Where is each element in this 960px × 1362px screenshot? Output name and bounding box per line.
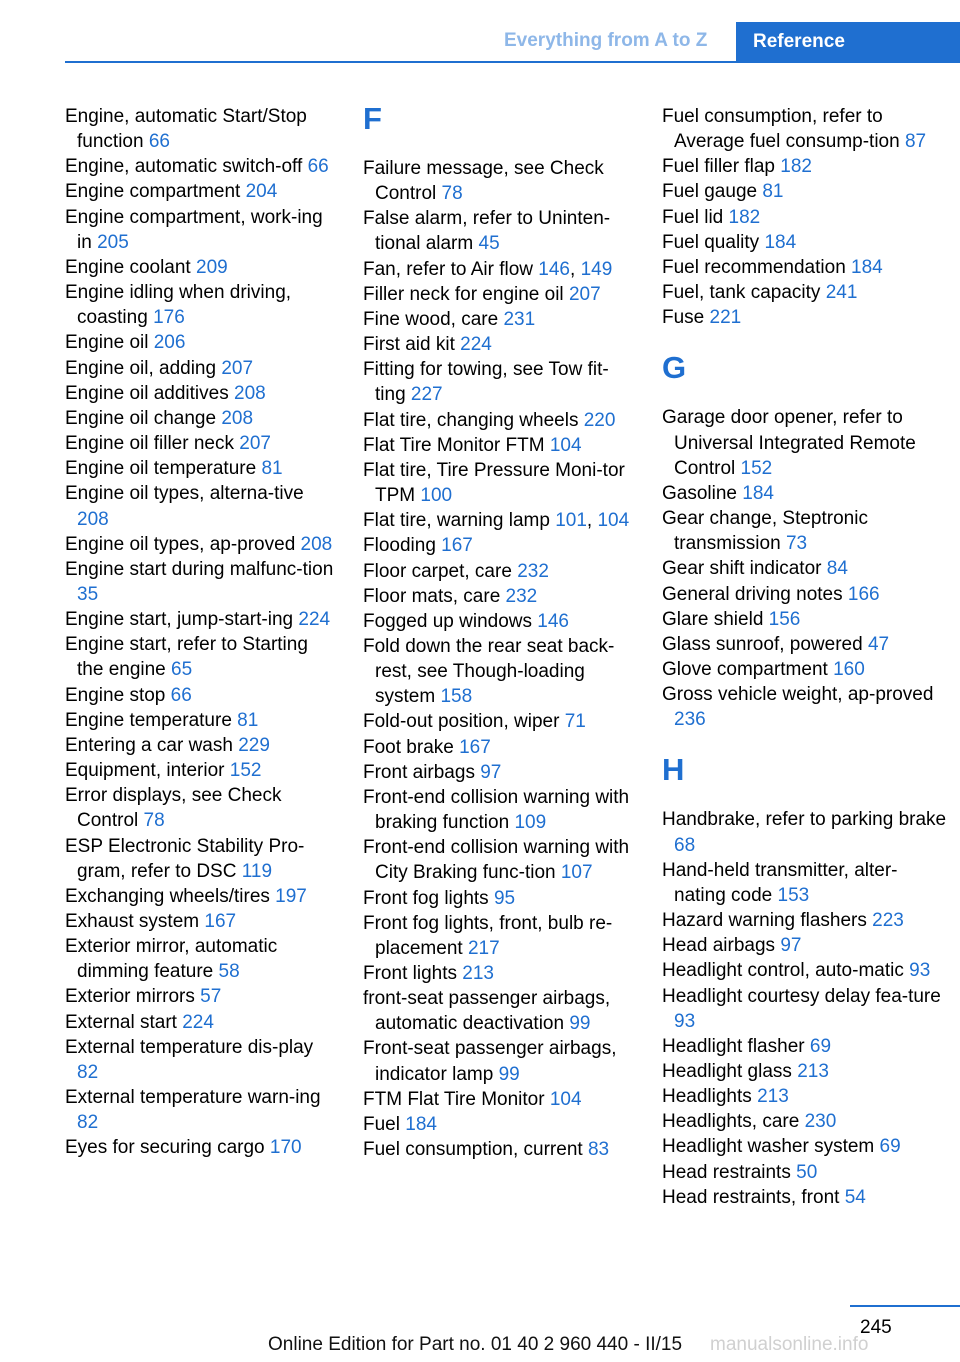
index-entry-text: Headlight glass — [662, 1061, 792, 1082]
index-entry-text: Exterior mirror, automatic dimming feature — [65, 936, 278, 983]
index-entry-text: Flat tire, warning lamp — [363, 510, 550, 532]
page-separator: , — [586, 510, 593, 532]
index-entry-text: Engine oil change — [65, 407, 217, 429]
index-entry — [662, 556, 947, 581]
page-separator: , — [570, 258, 576, 280]
page-reference-link[interactable]: 166 — [847, 583, 880, 605]
index-entry — [662, 154, 947, 179]
index-entry-text: Gasoline — [662, 482, 737, 504]
index-entry — [662, 179, 947, 204]
page-reference-link[interactable]: 167 — [459, 736, 491, 758]
page-reference-link[interactable]: 78 — [441, 183, 463, 205]
page-reference-link[interactable]: 152 — [740, 457, 773, 479]
index-entry — [363, 156, 635, 206]
index-entry-text: Front fog lights — [363, 887, 489, 909]
index-entry — [662, 280, 947, 305]
page-reference-link[interactable]: 149 — [580, 258, 613, 280]
page-reference-link[interactable]: 109 — [514, 812, 547, 834]
index-entry — [65, 179, 337, 204]
index-entry — [662, 1134, 947, 1159]
index-entry — [65, 381, 337, 406]
index-entry-text: Engine oil types, ap-proved — [65, 533, 296, 555]
index-entry — [662, 1160, 947, 1185]
page-reference-link[interactable]: 227 — [410, 384, 443, 406]
index-entry-text: Flooding — [363, 535, 436, 557]
index-entry-text: Foot brake — [363, 736, 454, 758]
index-entry-text: Front-end collision warning with City Braking func-tion — [363, 837, 630, 884]
index-entry — [65, 1010, 337, 1035]
page-reference-link[interactable]: 213 — [757, 1086, 789, 1108]
index-entry — [363, 835, 635, 885]
index-entry-text: Fuel consumption, current — [363, 1139, 583, 1161]
index-entry-text: Fuel, tank capacity — [662, 282, 821, 304]
index-entry — [363, 508, 635, 533]
index-entry — [363, 458, 635, 508]
page-reference-link[interactable]: 223 — [872, 910, 904, 932]
page-reference-link[interactable]: 81 — [237, 709, 259, 731]
index-entry — [662, 1034, 947, 1059]
index-entry-text: Engine start, refer to Starting the engine — [65, 634, 308, 681]
page-reference-link[interactable]: 35 — [77, 583, 99, 605]
page-reference-link[interactable]: 209 — [196, 256, 228, 278]
index-entry — [662, 1109, 947, 1134]
page-reference-link[interactable]: 224 — [182, 1011, 214, 1033]
index-letter-heading: H — [662, 752, 685, 788]
index-entry — [662, 933, 947, 958]
index-entry-text: Fan, refer to Air flow — [363, 258, 534, 280]
index-entry-text: Headlights, care — [662, 1111, 800, 1133]
page-reference-link[interactable]: 65 — [171, 659, 193, 681]
index-entry-text: Engine oil additives — [65, 382, 229, 404]
page-reference-link[interactable]: 231 — [503, 308, 536, 330]
index-entry — [363, 709, 635, 734]
index-entry — [363, 609, 635, 634]
index-entry-text: Engine idling when driving, coasting — [65, 282, 292, 329]
index-entry-text: First aid kit — [363, 334, 455, 356]
header-divider — [65, 61, 960, 63]
index-entry — [363, 1087, 635, 1112]
index-entry-text: Headlight courtesy delay fea-ture — [662, 985, 941, 1007]
index-entry-text: Fuel recommendation — [662, 256, 846, 278]
page-reference-link[interactable]: 153 — [777, 884, 810, 906]
page-reference-link[interactable]: 184 — [764, 231, 797, 253]
index-entry — [662, 858, 947, 908]
index-entry — [65, 255, 337, 280]
index-entry-text: Gross vehicle weight, ap-proved — [662, 684, 934, 706]
index-entry — [363, 735, 635, 760]
page-reference-link[interactable]: 58 — [218, 961, 240, 983]
index-entry-text: Floor mats, care — [363, 585, 501, 607]
page-reference-link[interactable]: 170 — [269, 1137, 302, 1159]
index-entry — [65, 607, 337, 632]
index-entry-text: Head airbags — [662, 935, 776, 957]
index-entry — [363, 206, 635, 256]
index-entry-text: Gear change, Steptronic transmission — [662, 508, 868, 555]
index-entry — [363, 634, 635, 709]
index-entry-text: Front airbags — [363, 761, 475, 783]
index-entry-text: Fuel lid — [662, 206, 724, 228]
index-entry-text: Hazard warning flashers — [662, 910, 867, 932]
footer-divider — [850, 1305, 960, 1307]
index-entry — [662, 582, 947, 607]
index-entry — [363, 1137, 635, 1162]
header-section-title: Everything from A to Z — [504, 30, 708, 51]
index-entry-text: Front fog lights, front, bulb re-placement — [363, 912, 613, 959]
index-entry-text: Floor carpet, care — [363, 560, 512, 582]
index-entry — [662, 104, 947, 154]
page-reference-link[interactable]: 119 — [241, 860, 273, 882]
index-entry — [662, 305, 947, 330]
index-entry-text: Equipment, interior — [65, 760, 225, 782]
index-entry-text: Fogged up windows — [363, 610, 532, 632]
page-reference-link[interactable]: 208 — [221, 407, 254, 429]
index-entry-text: Fuel gauge — [662, 181, 758, 203]
index-entry — [363, 886, 635, 911]
index-entry-text: Gear shift indicator — [662, 558, 822, 580]
page-reference-link[interactable]: 207 — [239, 433, 271, 455]
index-entry-text: Engine oil temperature — [65, 458, 257, 480]
page-reference-link[interactable]: 101 — [555, 510, 587, 532]
page-reference-link[interactable]: 176 — [153, 307, 185, 329]
index-entry-text: Headlight flasher — [662, 1035, 805, 1057]
index-entry-text: General driving notes — [662, 583, 843, 605]
page-reference-link[interactable]: 54 — [844, 1186, 866, 1208]
page-reference-link[interactable]: 236 — [674, 709, 706, 731]
index-entry-text: Engine oil types, alterna-tive — [65, 483, 304, 505]
index-entry-text: Fuel consumption, refer to Average fuel consump-tion — [662, 106, 900, 153]
index-entry-text: Hand-held transmitter, alter-nating code — [662, 859, 898, 906]
index-entry-text: Engine compartment, work-ing in — [65, 206, 323, 253]
page-reference-link[interactable]: 197 — [275, 885, 307, 907]
page-reference-link[interactable]: 207 — [568, 283, 601, 305]
header-tab-reference: Reference — [736, 22, 960, 63]
page-reference-link[interactable]: 97 — [480, 761, 502, 783]
page-reference-link[interactable]: 93 — [674, 1010, 696, 1032]
index-entry — [363, 986, 635, 1036]
index-entry — [65, 884, 337, 909]
page-reference-link[interactable]: 224 — [298, 609, 331, 631]
index-entry — [65, 1085, 337, 1135]
page-reference-link[interactable]: 95 — [493, 887, 516, 909]
page-reference-link[interactable]: 221 — [709, 307, 742, 329]
page-reference-link[interactable]: 57 — [200, 986, 222, 1008]
index-entry-text: Fuel quality — [662, 231, 760, 253]
page-reference-link[interactable]: 167 — [204, 911, 237, 932]
page-reference-link[interactable]: 232 — [505, 585, 538, 607]
index-entry-text: Engine compartment — [65, 181, 241, 203]
index-entry-text: Front-seat passenger airbags, indicator lamp — [363, 1038, 617, 1085]
index-entry — [363, 785, 635, 835]
index-entry-text: Eyes for securing cargo — [65, 1137, 265, 1159]
index-entry-text: Engine start, jump-start-ing — [65, 609, 294, 631]
index-entry — [65, 783, 337, 833]
index-entry-text: Front-end collision warning with braking function — [363, 786, 630, 834]
page-reference-link[interactable]: 146 — [538, 258, 570, 280]
page-reference-link[interactable]: 100 — [420, 485, 453, 507]
index-entry-text: Glove compartment — [662, 658, 828, 680]
index-entry — [662, 1059, 947, 1084]
index-entry — [363, 1112, 635, 1137]
page-reference-link[interactable]: 206 — [153, 332, 186, 354]
index-entry-text: Headlight control, auto-matic — [662, 960, 904, 982]
edition-footer: Online Edition for Part no. 01 40 2 960 440 - II/15 — [268, 1334, 683, 1355]
page-reference-link[interactable]: 224 — [460, 334, 492, 356]
index-entry — [662, 405, 947, 480]
page-reference-link[interactable]: 208 — [234, 382, 266, 404]
page-reference-link[interactable]: 208 — [77, 508, 109, 530]
index-entry — [65, 1135, 337, 1160]
page-reference-link[interactable]: 208 — [300, 533, 333, 555]
page-number: 245 — [860, 1317, 892, 1338]
index-entry — [662, 607, 947, 632]
index-entry — [65, 356, 337, 381]
page-reference-link[interactable]: 83 — [587, 1139, 610, 1161]
index-entry — [363, 282, 635, 307]
index-entry — [65, 154, 337, 179]
page-reference-link[interactable]: 81 — [762, 181, 784, 203]
index-entry-text: Flat tire, Tire Pressure Moni-tor TPM — [363, 459, 625, 507]
index-entry — [363, 1036, 635, 1086]
page-reference-link[interactable]: 66 — [307, 156, 329, 178]
index-entry-text: Headlights — [662, 1086, 752, 1108]
page-reference-link[interactable]: 232 — [517, 560, 549, 582]
index-entry-text: ESP Electronic Stability Pro-gram, refer to DSC — [65, 835, 305, 882]
page-reference-link[interactable]: 78 — [143, 810, 165, 832]
index-entry — [662, 481, 947, 506]
index-entry-text: Fold down the rear seat back-rest, see Though-loading system — [363, 635, 615, 708]
index-entry — [662, 984, 947, 1034]
index-entry — [65, 632, 337, 682]
index-entry-text: Flat tire, changing wheels — [363, 409, 579, 431]
page-reference-link[interactable]: 205 — [97, 231, 129, 253]
index-column-3 — [662, 104, 947, 1210]
index-entry — [65, 104, 337, 154]
page-reference-link[interactable]: 104 — [597, 510, 630, 532]
index-entry-text: Engine, automatic switch-off — [65, 156, 303, 178]
index-entry-text: Head restraints — [662, 1161, 791, 1183]
index-entry — [65, 984, 337, 1009]
index-entry — [363, 961, 635, 986]
page-reference-link[interactable]: 213 — [797, 1061, 829, 1082]
page-reference-link[interactable]: 93 — [909, 960, 931, 982]
index-letter-heading: F — [363, 101, 382, 136]
index-entry — [662, 205, 947, 230]
index-entry — [65, 834, 337, 884]
index-column-2 — [363, 101, 635, 1162]
index-entry — [65, 481, 337, 531]
page-reference-link[interactable]: 229 — [238, 734, 270, 756]
index-entry-text: FTM Flat Tire Monitor — [363, 1088, 545, 1110]
index-entry — [662, 657, 947, 682]
page-reference-link[interactable]: 81 — [261, 458, 283, 480]
index-entry — [662, 1084, 947, 1109]
page-reference-link[interactable]: 69 — [879, 1136, 901, 1158]
index-entry — [662, 1185, 947, 1210]
index-entry-text: Fine wood, care — [363, 308, 499, 330]
page-reference-link[interactable]: 167 — [441, 535, 473, 557]
index-column-1 — [65, 104, 337, 1161]
page-reference-link[interactable]: 217 — [467, 937, 500, 959]
page-reference-link[interactable]: 66 — [170, 684, 192, 706]
index-entry-text: Glare shield — [662, 608, 764, 630]
page-reference-link[interactable]: 99 — [498, 1063, 520, 1085]
index-entry-text: Head restraints, front — [662, 1186, 840, 1208]
index-entry-text: Handbrake, refer to parking brake — [662, 809, 947, 831]
page-reference-link[interactable]: 184 — [851, 256, 883, 278]
index-entry — [65, 909, 337, 934]
index-entry — [363, 559, 635, 584]
index-letter-heading: G — [662, 350, 687, 386]
page-reference-link[interactable]: 97 — [780, 935, 802, 957]
index-entry-text: Exterior mirrors — [65, 986, 195, 1008]
index-entry — [363, 433, 635, 458]
index-entry — [65, 1035, 337, 1085]
index-entry-text: Fuse — [662, 307, 705, 329]
page-reference-link[interactable]: 184 — [742, 482, 774, 504]
index-entry-text: Exchanging wheels/tires — [65, 885, 270, 907]
page-reference-link[interactable]: 152 — [229, 760, 262, 782]
page-reference-link[interactable]: 184 — [405, 1113, 437, 1135]
index-entry — [65, 733, 337, 758]
page-reference-link[interactable]: 107 — [560, 862, 593, 884]
index-entry-text: Engine stop — [65, 684, 166, 706]
index-entry — [662, 682, 947, 732]
index-entry — [662, 255, 947, 280]
index-entry-text: Front lights — [363, 963, 457, 984]
page-reference-link[interactable]: 204 — [245, 181, 278, 203]
page-reference-link[interactable]: 156 — [768, 608, 801, 630]
index-entry — [65, 708, 337, 733]
page-reference-link[interactable]: 50 — [796, 1161, 818, 1183]
index-entry-text: Fuel — [363, 1113, 400, 1135]
page-reference-link[interactable]: 87 — [904, 131, 927, 153]
index-entry-text: Failure message, see Check Control — [363, 158, 604, 205]
page-reference-link[interactable]: 104 — [549, 1088, 582, 1110]
index-entry-text: Fitting for towing, see Tow fit-ting — [363, 359, 609, 406]
index-entry — [363, 357, 635, 407]
index-entry-text: Engine start during malfunc-tion — [65, 558, 334, 580]
page-reference-link[interactable]: 146 — [537, 610, 569, 632]
page-reference-link[interactable]: 84 — [826, 558, 848, 580]
index-entry — [65, 431, 337, 456]
index-entry-text: External start — [65, 1011, 177, 1033]
page-reference-link[interactable]: 99 — [569, 1013, 591, 1035]
index-entry — [65, 683, 337, 708]
index-entry-text: Flat Tire Monitor FTM — [363, 434, 545, 456]
page-reference-link[interactable]: 66 — [148, 131, 170, 153]
index-entry-text: Fuel filler flap — [662, 156, 775, 178]
index-entry-text: Filler neck for engine oil — [363, 283, 564, 305]
index-entry-text: front-seat passenger airbags, automatic deactivation — [363, 988, 611, 1035]
index-entry-text: Headlight washer system — [662, 1136, 875, 1158]
index-entry — [662, 632, 947, 657]
index-entry — [65, 330, 337, 355]
page-reference-link[interactable]: 241 — [825, 282, 858, 304]
page-reference-link[interactable]: 207 — [221, 357, 254, 379]
page-reference-link[interactable]: 230 — [804, 1111, 837, 1133]
index-entry — [662, 807, 947, 857]
page-reference-link[interactable]: 45 — [478, 233, 500, 255]
index-entry-text: Fold-out position, wiper — [363, 711, 560, 733]
index-entry — [65, 934, 337, 984]
index-entry-text: Error displays, see Check Control — [65, 785, 282, 832]
page-reference-link[interactable]: 71 — [564, 711, 586, 733]
index-entry — [662, 908, 947, 933]
page-reference-link[interactable]: 104 — [549, 434, 582, 456]
index-entry — [65, 205, 337, 255]
index-entry-text: External temperature warn-ing — [65, 1087, 321, 1109]
index-entry-text: Exhaust system — [65, 911, 200, 932]
index-entry-text: Engine, automatic Start/Stop function — [65, 106, 307, 153]
index-entry — [662, 958, 947, 983]
index-entry-text: False alarm, refer to Uninten-tional alarm — [363, 208, 611, 255]
index-entry-text: Entering a car wash — [65, 734, 233, 756]
index-entry-text: Garage door opener, refer to Universal Integrated Remote Control — [662, 407, 916, 479]
watermark: manualsonline.info — [710, 1334, 869, 1355]
index-entry — [65, 532, 337, 557]
page-reference-link[interactable]: 82 — [77, 1112, 99, 1134]
index-entry-text: Engine oil — [65, 332, 149, 354]
page-reference-link[interactable]: 182 — [728, 206, 761, 228]
index-entry-text: Engine temperature — [65, 709, 232, 731]
page-reference-link[interactable]: 82 — [77, 1061, 99, 1083]
index-entry — [65, 758, 337, 783]
page-reference-link[interactable]: 220 — [583, 409, 616, 431]
page-reference-link[interactable]: 68 — [674, 834, 696, 856]
index-entry-text: External temperature dis-play — [65, 1036, 314, 1058]
index-entry — [363, 760, 635, 785]
index-entry — [363, 533, 635, 558]
page-reference-link[interactable]: 73 — [785, 533, 808, 555]
index-entry — [363, 408, 635, 433]
index-entry — [65, 557, 337, 607]
page-reference-link[interactable]: 213 — [462, 963, 494, 984]
page-reference-link[interactable]: 182 — [780, 156, 812, 178]
page-reference-link[interactable]: 160 — [833, 658, 865, 680]
index-entry — [662, 230, 947, 255]
index-entry — [363, 332, 635, 357]
index-entry — [363, 307, 635, 332]
index-entry-text: Engine oil, adding — [65, 357, 217, 379]
index-entry-text: Engine coolant — [65, 256, 191, 278]
index-entry — [65, 280, 337, 330]
index-entry — [65, 456, 337, 481]
page-reference-link[interactable]: 158 — [440, 686, 473, 708]
index-entry — [65, 406, 337, 431]
index-entry — [363, 257, 635, 282]
index-entry — [363, 911, 635, 961]
index-entry — [363, 584, 635, 609]
page-reference-link[interactable]: 69 — [809, 1035, 832, 1057]
page-reference-link[interactable]: 47 — [867, 633, 890, 655]
index-entry — [662, 506, 947, 556]
index-entry-text: Glass sunroof, powered — [662, 633, 863, 655]
index-entry-text: Engine oil filler neck — [65, 433, 234, 455]
